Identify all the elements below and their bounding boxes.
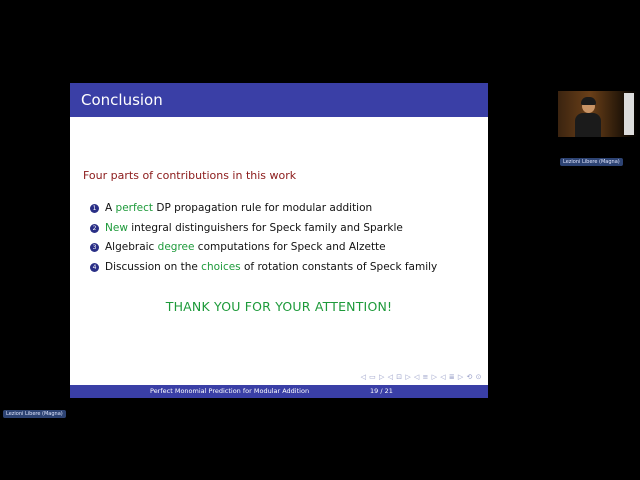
thank-you-message: THANK YOU FOR YOUR ATTENTION!	[165, 299, 393, 314]
bullet-number: 2	[90, 224, 99, 233]
list-item	[90, 239, 437, 259]
speaker-name-label: Lezioni Libere (Magna)	[560, 158, 623, 166]
item-text: of rotation constants of Speck family	[240, 260, 438, 273]
item-text: A	[105, 202, 116, 214]
video-panel	[624, 93, 634, 135]
item-text: computations for Speck and Alzette	[194, 241, 386, 253]
speaker-hair	[581, 97, 596, 105]
item-highlight: New	[105, 221, 128, 234]
page-number: 19 / 21	[370, 387, 393, 395]
section-title: Four parts of contributions in this work	[83, 169, 297, 182]
list-item	[90, 259, 437, 279]
presentation-slide	[70, 83, 488, 398]
slide-title: Conclusion	[70, 83, 488, 117]
footer-title: Perfect Monomial Prediction for Modular Addition	[150, 387, 310, 395]
beamer-navigation-icons[interactable]: ◁ ▭ ▷ ◁ ⊡ ▷ ◁ ≡ ▷ ◁ ≣ ▷ ⟲ ⊙	[360, 373, 482, 381]
item-text: integral distinguishers for Speck family and Sparkle	[127, 221, 403, 234]
item-text: DP propagation rule for modular addition	[153, 202, 373, 214]
item-text: Algebraic	[105, 241, 158, 253]
list-item	[90, 220, 437, 240]
self-name-label: Lezioni Libere (Magna)	[3, 410, 66, 418]
slide-footer	[70, 385, 488, 398]
speaker-body	[575, 113, 601, 137]
contribution-list	[90, 200, 437, 278]
item-highlight: choices	[201, 260, 241, 273]
item-highlight: perfect	[115, 202, 154, 214]
list-item	[90, 200, 437, 220]
bullet-number: 3	[90, 243, 99, 252]
item-text: Discussion on the	[105, 260, 202, 273]
speaker-video-tile[interactable]	[558, 91, 638, 137]
bullet-number: 4	[90, 263, 99, 272]
item-highlight: degree	[157, 241, 195, 253]
bullet-number: 1	[90, 204, 99, 213]
